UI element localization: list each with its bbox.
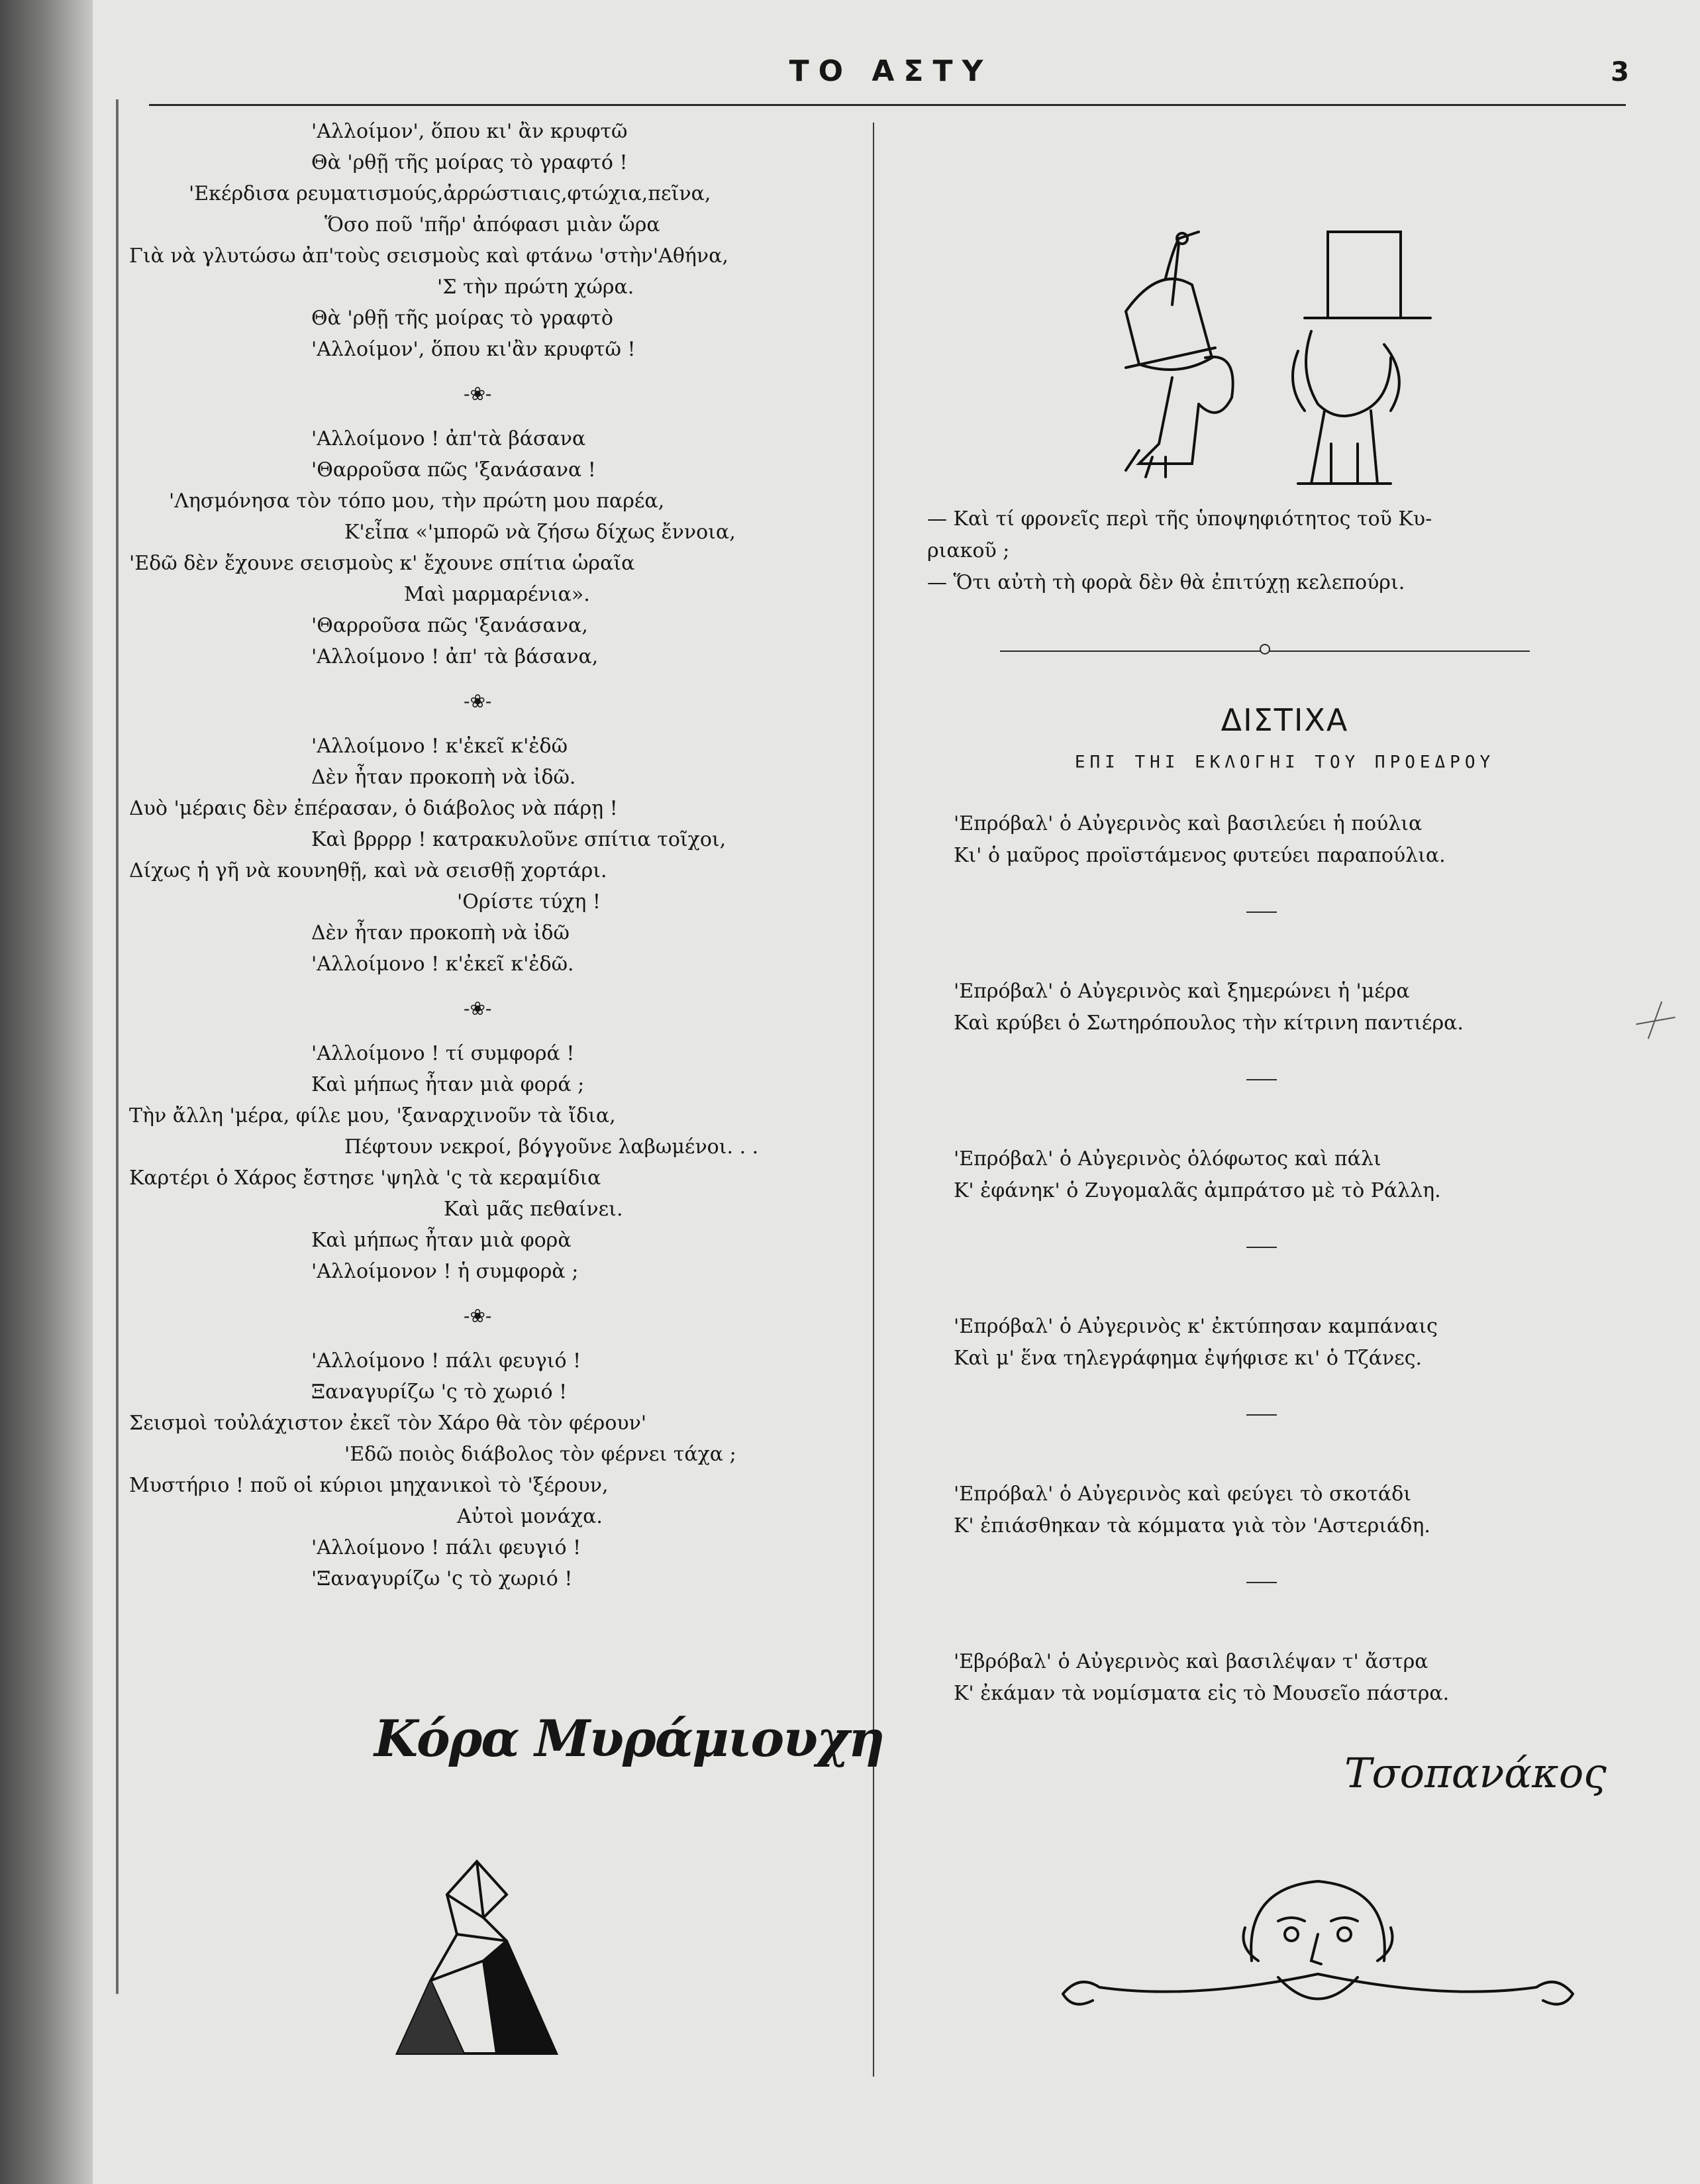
caption-line: ριακοῦ ; — [927, 539, 1010, 562]
poem-stanza — [126, 423, 861, 672]
poem-line: Καὶ μήπως ἦταν μιὰ φορά ; — [311, 1073, 585, 1096]
poem-line: 'Λησμόνησα τὸν τόπο μου, τὴν πρώτη μου παρέα, — [169, 490, 665, 513]
cartoon-illustration — [1099, 225, 1470, 490]
couplet-line: 'Εβρόβαλ' ὁ Αὐγερινὸς καὶ βασιλέψαν τ' ἄστρα — [954, 1650, 1428, 1673]
stanza-separator: -❀- — [464, 690, 492, 712]
poem-line: 'Αλλοίμονο ! κ'ἐκεῖ κ'ἐδῶ — [311, 735, 568, 758]
couplet-line: 'Επρόβαλ' ὁ Αὐγερινὸς καὶ ξημερώνει ἡ 'μέρα — [954, 980, 1410, 1003]
poem-stanza — [126, 116, 861, 365]
poem-line: Τὴν ἄλλη 'μέρα, φίλε μου, 'ξαναρχινοῦν τὰ ἴδια, — [129, 1104, 616, 1127]
couplet — [954, 1479, 1656, 1646]
poem-line: Αὐτοὶ μονάχα. — [457, 1505, 603, 1528]
poem-line: Δυὸ 'μέραις δὲν ἐπέρασαν, ὁ διάβολος νὰ πάρῃ ! — [129, 797, 618, 820]
poem-line: Δίχως ἡ γῆ νὰ κουνηθῇ, καὶ νὰ σεισθῇ χορτάρι. — [129, 859, 607, 882]
couplet-line: Καὶ κρύβει ὁ Σωτηρόπουλος τὴν κίτρινη παντιέρα. — [954, 1012, 1464, 1035]
poem-line: Καὶ βρρρρ ! κατρακυλοῦνε σπίτια τοῖχοι, — [311, 828, 726, 851]
poem-line: 'Εδῶ ποιὸς διάβολος τὸν φέρνει τάχα ; — [344, 1443, 736, 1466]
couplet-line: Κι' ὁ μαῦρος προϊστάμενος φυτεύει παραπούλια. — [954, 844, 1446, 867]
poem-line: 'Ξαναγυρίζω 'ς τὸ χωριό ! — [311, 1567, 573, 1590]
poem-line: 'Αλλοίμον', ὅπου κι' ἂν κρυφτῶ — [311, 120, 628, 143]
stanza-separator: -❀- — [464, 1305, 492, 1327]
poem-line: 'Αλλοίμονον ! ἡ συμφορὰ ; — [311, 1260, 579, 1283]
poem-stanza — [126, 731, 861, 980]
section-subtitle: ΕΠΙ ΤΗΙ ΕΚΛΟΓΗΙ ΤΟΥ ΠΡΟΕΔΡΟΥ — [1074, 753, 1495, 772]
couplets-list — [954, 808, 1656, 1814]
poem-line: 'Ορίστε τύχη ! — [457, 890, 601, 913]
couplet — [954, 1143, 1656, 1311]
poem-signature: Κόρα Μυράμιουχη — [374, 1709, 884, 1768]
poem-line: Δὲν ἦταν προκοπὴ νὰ ἰδῶ. — [311, 766, 576, 789]
newspaper-title: ΤΟ ΑΣΤΥ — [789, 54, 993, 88]
stanza-separator: -❀- — [464, 383, 492, 405]
couplet-line: 'Επρόβαλ' ὁ Αὐγερινὸς κ' ἐκτύπησαν καμπάναις — [954, 1315, 1438, 1338]
couplet-line: 'Επρόβαλ' ὁ Αὐγερινὸς καὶ βασιλεύει ἡ πούλια — [954, 812, 1423, 835]
couplet-line: Κ' ἐκάμαν τὰ νομίσματα εἰς τὸ Μουσεῖο πάστρα. — [954, 1682, 1450, 1705]
poem-line: 'Αλλοίμονο ! ἀπ'τὰ βάσανα — [311, 427, 586, 450]
cartoon-caption — [927, 503, 1642, 599]
ornamental-rule — [1000, 650, 1530, 652]
couplet-line: Κ' ἐφάνηκ' ὁ Ζυγομαλᾶς ἀμπράτσο μὲ τὸ Ράλλη. — [954, 1179, 1441, 1202]
page-header — [152, 54, 1629, 101]
couplet-line: Κ' ἐπιάσθηκαν τὰ κόμματα γιὰ τὸν 'Αστεριάδη. — [954, 1514, 1430, 1537]
poem-column — [126, 116, 861, 1594]
poem-line: Κ'εἶπα «'μπορῶ νὰ ζήσω δίχως ἔννοια, — [344, 521, 736, 544]
poem-line: 'Θαρροῦσα πῶς 'ξανάσανα ! — [311, 458, 596, 482]
couplet-line: Καὶ μ' ἕνα τηλεγράφημα ἐψήφισε κι' ὁ Τζάνες. — [954, 1347, 1423, 1370]
poem-line: Πέφτουν νεκροί, βόγγοῦνε λαβωμένοι. . . — [344, 1135, 759, 1159]
poem-line: Μυστήριο ! ποῦ οἱ κύριοι μηχανικοὶ τὸ 'ξέρουν, — [129, 1474, 609, 1497]
column-divider — [873, 123, 874, 2077]
couplet — [954, 1311, 1656, 1479]
poem-line: Δὲν ἦταν προκοπὴ νὰ ἰδῶ — [311, 921, 570, 945]
stanza-separator: -❀- — [464, 998, 492, 1019]
poem-line: Θὰ 'ρθῇ τῆς μοίρας τὸ γραφτὸ — [311, 307, 613, 330]
poem-line: Γιὰ νὰ γλυτώσω ἀπ'τοὺς σεισμοὺς καὶ φτάνω 'στὴν'Αθήνα, — [129, 244, 728, 268]
binding-line — [116, 99, 119, 1994]
section-title: ΔΙΣΤΙΧΑ — [1221, 702, 1349, 738]
couplet-divider — [1246, 1582, 1277, 1583]
poem-stanza — [126, 1345, 861, 1594]
poem-line: 'Αλλοίμονο ! κ'ἐκεῖ κ'ἐδῶ. — [311, 953, 574, 976]
couplet-line: 'Επρόβαλ' ὁ Αὐγερινὸς καὶ φεύγει τὸ σκοτάδι — [954, 1482, 1411, 1506]
poem-line: Ὅσο ποῦ 'πῆρ' ἀπόφασι μιὰν ὥρα — [325, 213, 660, 236]
couplet — [954, 808, 1656, 976]
caption-line: — Ὅτι αὐτὴ τὴ φορὰ δὲν θὰ ἐπιτύχῃ κελεπούρι. — [927, 571, 1405, 594]
poem-line: Καὶ μᾶς πεθαίνει. — [444, 1198, 623, 1221]
poem-line: Θὰ 'ρθῇ τῆς μοίρας τὸ γραφτό ! — [311, 151, 628, 174]
poem-line: Ξαναγυρίζω 'ς τὸ χωριό ! — [311, 1380, 568, 1404]
poem-line: 'Αλλοίμονο ! τί συμφορά ! — [311, 1042, 575, 1065]
poem-line: 'Θαρροῦσα πῶς 'ξανάσανα, — [311, 614, 588, 637]
poem-line: 'Εκέρδισα ρευματισμούς,ἀρρώστιαις,φτώχια,πεῖνα, — [189, 182, 711, 205]
couplet-divider — [1246, 1079, 1277, 1080]
couplet-line: 'Επρόβαλ' ὁ Αὐγερινὸς ὁλόφωτος καὶ πάλι — [954, 1147, 1381, 1170]
header-rule — [149, 104, 1626, 106]
face-with-mustache-illustration — [1060, 1868, 1576, 2034]
poem-line: Καὶ μήπως ἦταν μιὰ φορὰ — [311, 1229, 572, 1252]
poem-line: Σεισμοὶ τοὐλάχιστον ἐκεῖ τὸν Χάρο θὰ τὸν φέρουν' — [129, 1412, 647, 1435]
caption-line: — Καὶ τί φρονεῖς περὶ τῆς ὑποψηφιότητος τοῦ Κυ- — [927, 507, 1432, 531]
origami-bird-illustration — [384, 1855, 570, 2060]
poem-line: 'Αλλοίμονο ! ἀπ' τὰ βάσανα, — [311, 645, 599, 668]
couplet — [954, 976, 1656, 1143]
couplets-signature: Τσοπανάκος — [1344, 1749, 1607, 1797]
couplet-divider — [1246, 1247, 1277, 1248]
poem-line: 'Αλλοίμονο ! πάλι φευγιό ! — [311, 1349, 581, 1373]
poem-line: 'Σ τὴν πρώτη χώρα. — [437, 276, 634, 299]
poem-line: 'Αλλοίμον', ὅπου κι'ἂν κρυφτῶ ! — [311, 338, 636, 361]
page-number: 3 — [1611, 57, 1629, 87]
poem-line: Μαὶ μαρμαρένια». — [404, 583, 590, 606]
poem-stanza — [126, 1038, 861, 1287]
poem-line: Καρτέρι ὁ Χάρος ἔστησε 'ψηλὰ 'ς τὰ κεραμίδια — [129, 1167, 601, 1190]
couplet-divider — [1246, 1414, 1277, 1416]
poem-line: 'Αλλοίμονο ! πάλι φευγιό ! — [311, 1536, 581, 1559]
poem-line: 'Εδῶ δὲν ἔχουνε σεισμοὺς κ' ἔχουνε σπίτια ὡραῖα — [129, 552, 635, 575]
binding-shadow — [0, 0, 93, 2184]
couplet-divider — [1246, 911, 1277, 913]
